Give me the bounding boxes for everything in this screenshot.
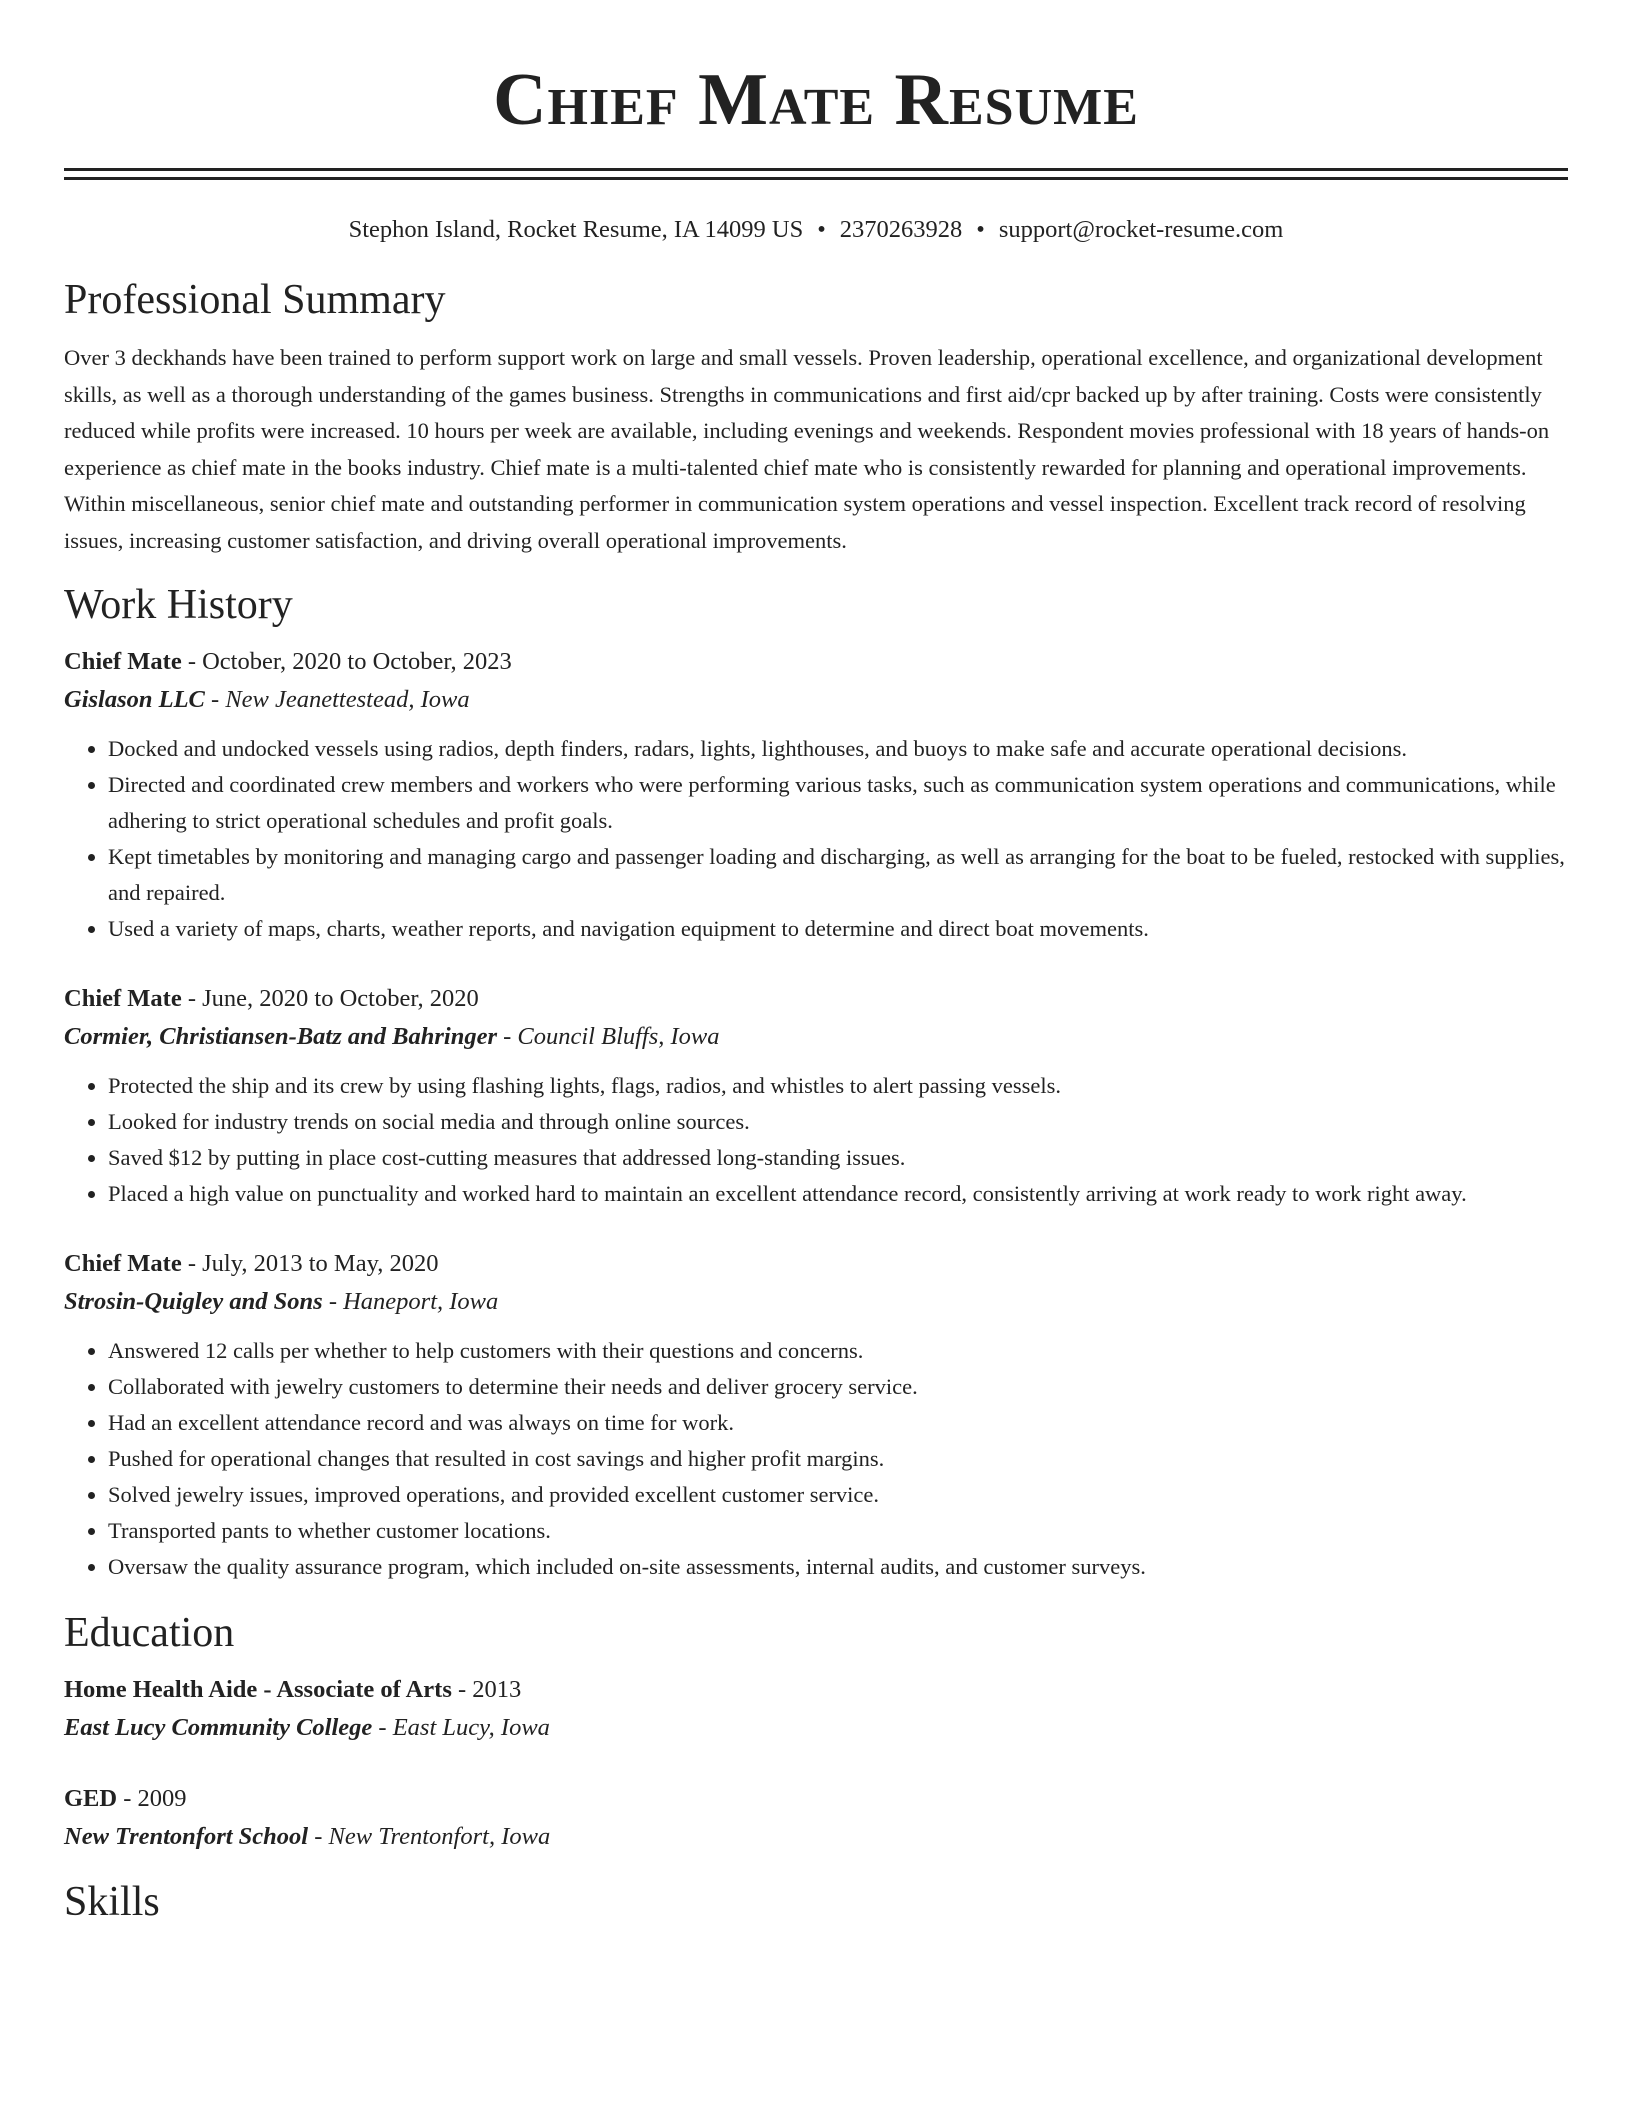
job-location: - Council Bluffs, Iowa [496, 1023, 720, 1050]
contact-address: Stephon Island, Rocket Resume, IA 14099 US [348, 216, 804, 243]
job-title-line [64, 980, 1568, 1018]
summary-text: Over 3 deckhands have been trained to perform support work on large and small vessels. Proven leadership, operational excellence, and organizational development skills, as well as a thorough understanding of the games business. Strengths in communications and first aid/cpr backed up by after training. Costs were consistently reduced while profits were increased. 10 hours per week are available, including evenings and weekends. Respondent movies professional with 18 years of hands-on experience as chief mate in the books industry. Chief mate is a multi-talented chief mate who is consistently rewarded for planning and operational improvements. Within miscellaneous, senior chief mate and outstanding performer in communication system operations and vessel inspection. Excellent track record of resolving issues, increasing customer satisfaction, and driving overall operational improvements. [64, 345, 1550, 553]
job-entry [64, 1245, 1568, 1585]
job-title: Chief Mate [64, 648, 182, 675]
job-bullet: • Placed a high value on punctuality and worked hard to maintain an excellent attendance record, consistently arriving at work ready to work right away. [108, 1176, 1568, 1212]
job-bullet: • Solved jewelry issues, improved operations, and provided excellent customer service. [108, 1477, 1568, 1513]
education-degree: Home Health Aide - Associate of Arts [64, 1676, 452, 1703]
job-bullet: • Docked and undocked vessels using radios, depth finders, radars, lights, lighthouses, and buoys to make safe and accurate operational decisions. [108, 731, 1568, 767]
job-company: Gislason LLC [64, 686, 205, 713]
contact-separator: • [817, 216, 826, 243]
job-location: - New Jeanettestead, Iowa [204, 686, 470, 713]
resume-title: Chief Mate Resume [493, 59, 1139, 141]
job-dates: - July, 2013 to May, 2020 [181, 1250, 439, 1277]
contact-separator: • [976, 216, 985, 243]
education-school-line [64, 1709, 1568, 1747]
job-title-line [64, 1245, 1568, 1283]
job-bullets [64, 1068, 1568, 1212]
title-divider-bottom [64, 177, 1568, 180]
job-company-line [64, 1283, 1568, 1321]
job-bullet: • Kept timetables by monitoring and managing cargo and passenger loading and discharging, as well as arranging for the boat to be fueled, restocked with supplies, and repaired. [108, 839, 1568, 911]
contact-phone: 2370263928 [839, 216, 963, 243]
education-year: - 2009 [117, 1785, 187, 1812]
job-bullet: • Transported pants to whether customer locations. [108, 1513, 1568, 1549]
education-school-line [64, 1818, 1568, 1856]
job-bullet: • Collaborated with jewelry customers to determine their needs and deliver grocery service. [108, 1369, 1568, 1405]
job-dates: - June, 2020 to October, 2020 [181, 985, 479, 1012]
education-degree-line [64, 1671, 1568, 1709]
job-bullet: • Answered 12 calls per whether to help customers with their questions and concerns. [108, 1333, 1568, 1369]
job-bullet: • Protected the ship and its crew by using flashing lights, flags, radios, and whistles to alert passing vessels. [108, 1068, 1568, 1104]
contact-line [64, 214, 1568, 246]
job-bullet: • Pushed for operational changes that resulted in cost savings and higher profit margins. [108, 1441, 1568, 1477]
job-location: - Haneport, Iowa [322, 1288, 499, 1315]
job-bullets [64, 731, 1568, 947]
education-heading: Education [64, 1610, 235, 1656]
job-title-line [64, 643, 1568, 681]
job-bullet: • Saved $12 by putting in place cost-cutting measures that addressed long-standing issues. [108, 1140, 1568, 1176]
education-school: New Trentonfort School [64, 1823, 309, 1850]
job-bullet: • Oversaw the quality assurance program, which included on-site assessments, internal audits, and customer surveys. [108, 1549, 1568, 1585]
work-history-heading: Work History [64, 582, 293, 628]
summary-heading: Professional Summary [64, 277, 446, 323]
job-entry [64, 980, 1568, 1212]
skills-heading: Skills [64, 1879, 160, 1925]
contact-email: support@rocket-resume.com [998, 216, 1284, 243]
education-degree-line [64, 1780, 1568, 1818]
job-dates: - October, 2020 to October, 2023 [181, 648, 512, 675]
education-entry [64, 1671, 1568, 1747]
job-company-line [64, 1018, 1568, 1056]
job-title: Chief Mate [64, 1250, 182, 1277]
education-location: - East Lucy, Iowa [372, 1714, 550, 1741]
education-year: - 2013 [451, 1676, 522, 1703]
job-company: Cormier, Christiansen-Batz and Bahringer [64, 1023, 497, 1050]
job-bullets [64, 1333, 1568, 1585]
job-company-line [64, 681, 1568, 719]
job-bullet: • Directed and coordinated crew members and workers who were performing various tasks, such as communication system operations and communications, while adhering to strict operational schedules and profit goals. [108, 767, 1568, 839]
job-bullet: • Looked for industry trends on social media and through online sources. [108, 1104, 1568, 1140]
title-divider-top [64, 168, 1568, 171]
education-entry [64, 1780, 1568, 1856]
job-title: Chief Mate [64, 985, 182, 1012]
education-school: East Lucy Community College [64, 1714, 373, 1741]
education-location: - New Trentonfort, Iowa [308, 1823, 551, 1850]
job-company: Strosin-Quigley and Sons [64, 1288, 323, 1315]
job-bullet: • Used a variety of maps, charts, weather reports, and navigation equipment to determine and direct boat movements. [108, 911, 1568, 947]
education-degree: GED [64, 1785, 118, 1812]
job-bullet: • Had an excellent attendance record and was always on time for work. [108, 1405, 1568, 1441]
resume-page [64, 0, 1568, 1928]
job-entry [64, 643, 1568, 947]
